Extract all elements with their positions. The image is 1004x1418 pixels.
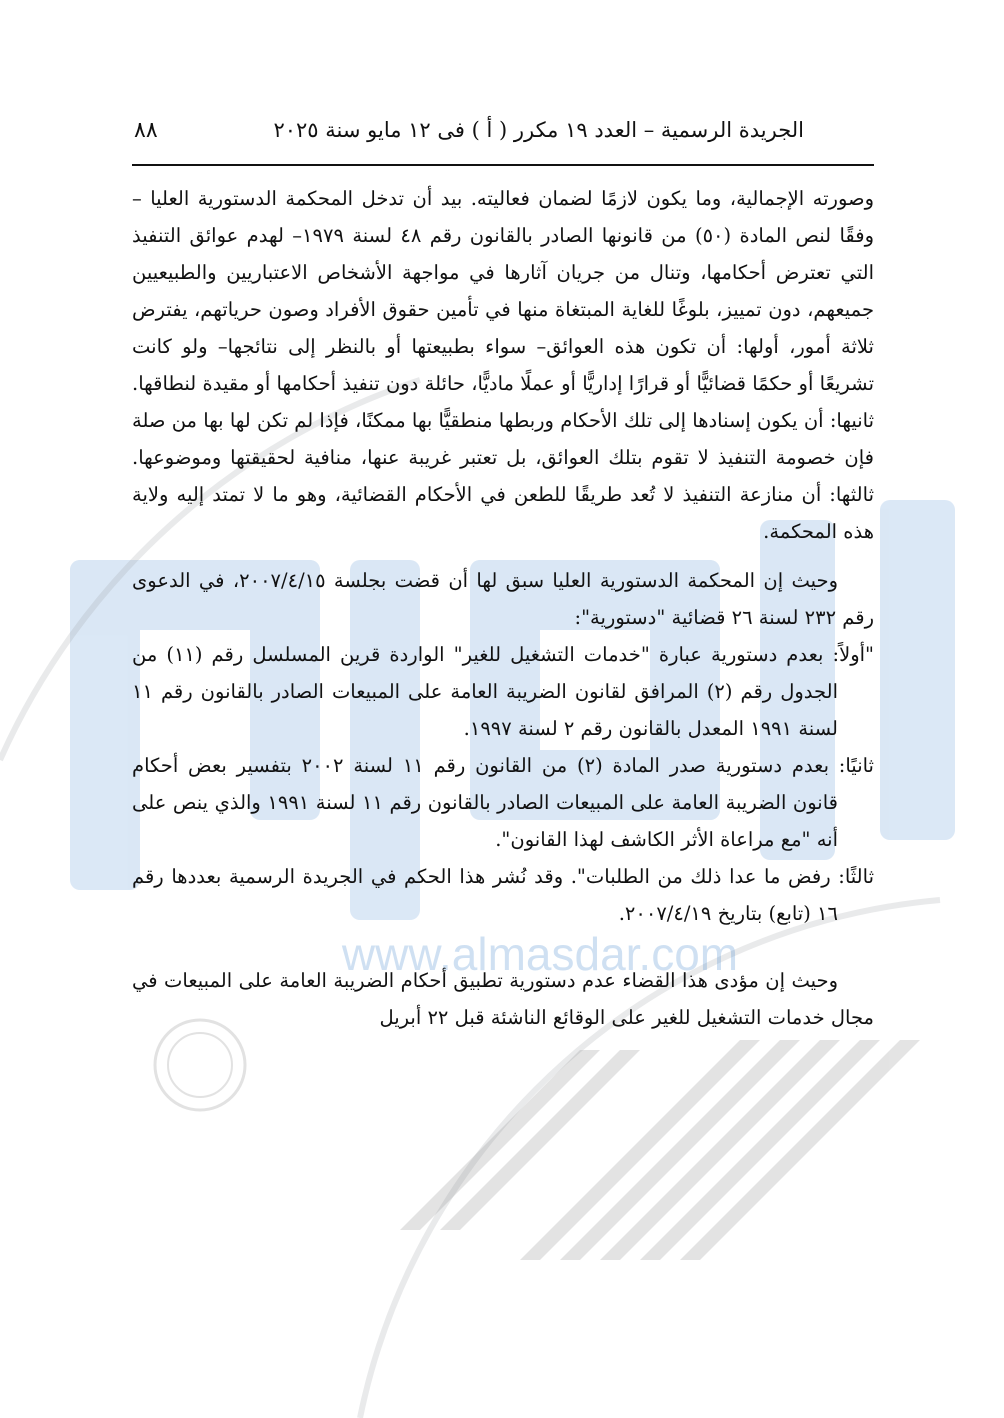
paragraph-ruling-effect: وحيث إن مؤدى هذا القضاء عدم دستورية تطبيق أحكام الضريبة العامة على المبيعات في مجال خدمات التشغيل للغير على الوقائع الناشئة قبل ٢٢ أبريل — [132, 969, 874, 1029]
ruling-item-second: ثانيًا: بعدم دستورية صدر المادة (٢) من القانون رقم ١١ لسنة ٢٠٠٢ بتفسير بعض أحكام قانون الضريبة العامة على المبيعات الصادر بالقانون رقم ١١ لسنة ١٩٩١ والذي ينص على أنه "مع مراعاة الأثر الكاشف لهذا القانون". — [132, 754, 874, 851]
ruling-item-third: ثالثًا: رفض ما عدا ذلك من الطلبات". وقد نُشر هذا الحكم في الجريدة الرسمية بعددها رقم ١٦ (تابع) بتاريخ ٢٠٠٧/٤/١٩. — [132, 865, 874, 925]
page-number: ٨٨ — [134, 118, 158, 143]
header-rule — [132, 164, 874, 166]
gazette-page — [132, 110, 874, 1036]
page-header — [132, 110, 874, 156]
gazette-issue-title: الجريدة الرسمية – العدد ١٩ مكرر ( أ ) فى ١٢ مايو سنة ٢٠٢٥ — [273, 118, 804, 142]
ruling-body — [132, 180, 874, 1036]
watermark-stripes — [400, 1040, 920, 1260]
paragraph-execution-obstacles: وصورته الإجمالية، وما يكون لازمًا لضمان فعاليته. بيد أن تدخل المحكمة الدستورية العليا –وفقًا لنص المادة (٥٠) من قانونها الصادر بالقانون رقم ٤٨ لسنة ١٩٧٩– لهدم عوائق التنفيذ التي تعترض أحكامها، وتنال من جريان آثارها في مواجهة الأشخاص الاعتباريين والطبيعيين جميعهم، دون تمييز، بلوغًا للغاية المبتغاة منها في تأمين حقوق الأفراد وصون حرياتهم، يفترض ثلاثة أمور، أولها: أن تكون هذه العوائق– سواء بطبيعتها أو بالنظر إلى نتائجها– ولو كانت تشريعًا أو حكمًا قضائيًّا أو قرارًا إداريًّا أو عملًا ماديًّا، حائلة دون تنفيذ أحكامها أو مقيدة لنطاقها. ثانيها: أن يكون إسنادها إلى تلك الأحكام وربطها منطقيًّا بها ممكنًا، فإذا لم تكن لها بها من صلة فإن خصومة التنفيذ لا تقوم بتلك العوائق، بل تعتبر غريبة عنها، منافية لحقيقتها وموضوعها. ثالثها: أن منازعة التنفيذ لا تُعد طريقًا للطعن في الأحكام القضائية، وهو ما لا تمتد إليه ولاية هذه المحكمة. — [132, 187, 874, 543]
paragraph-prior-ruling: وحيث إن المحكمة الدستورية العليا سبق لها أن قضت بجلسة ٢٠٠٧/٤/١٥، في الدعوى رقم ٢٣٢ لسنة ٢٦ قضائية "دستورية": — [132, 569, 874, 629]
ruling-item-first: "أولاً: بعدم دستورية عبارة "خدمات التشغيل للغير" الواردة قرين المسلسل رقم (١١) من الجدول رقم (٢) المرافق لقانون الضريبة العامة على المبيعات الصادر بالقانون رقم ١١ لسنة ١٩٩١ المعدل بالقانون رقم ٢ لسنة ١٩٩٧. — [132, 643, 874, 740]
ruling-items-list — [132, 636, 874, 932]
watermark-url: www.almasdar.com — [341, 928, 739, 980]
